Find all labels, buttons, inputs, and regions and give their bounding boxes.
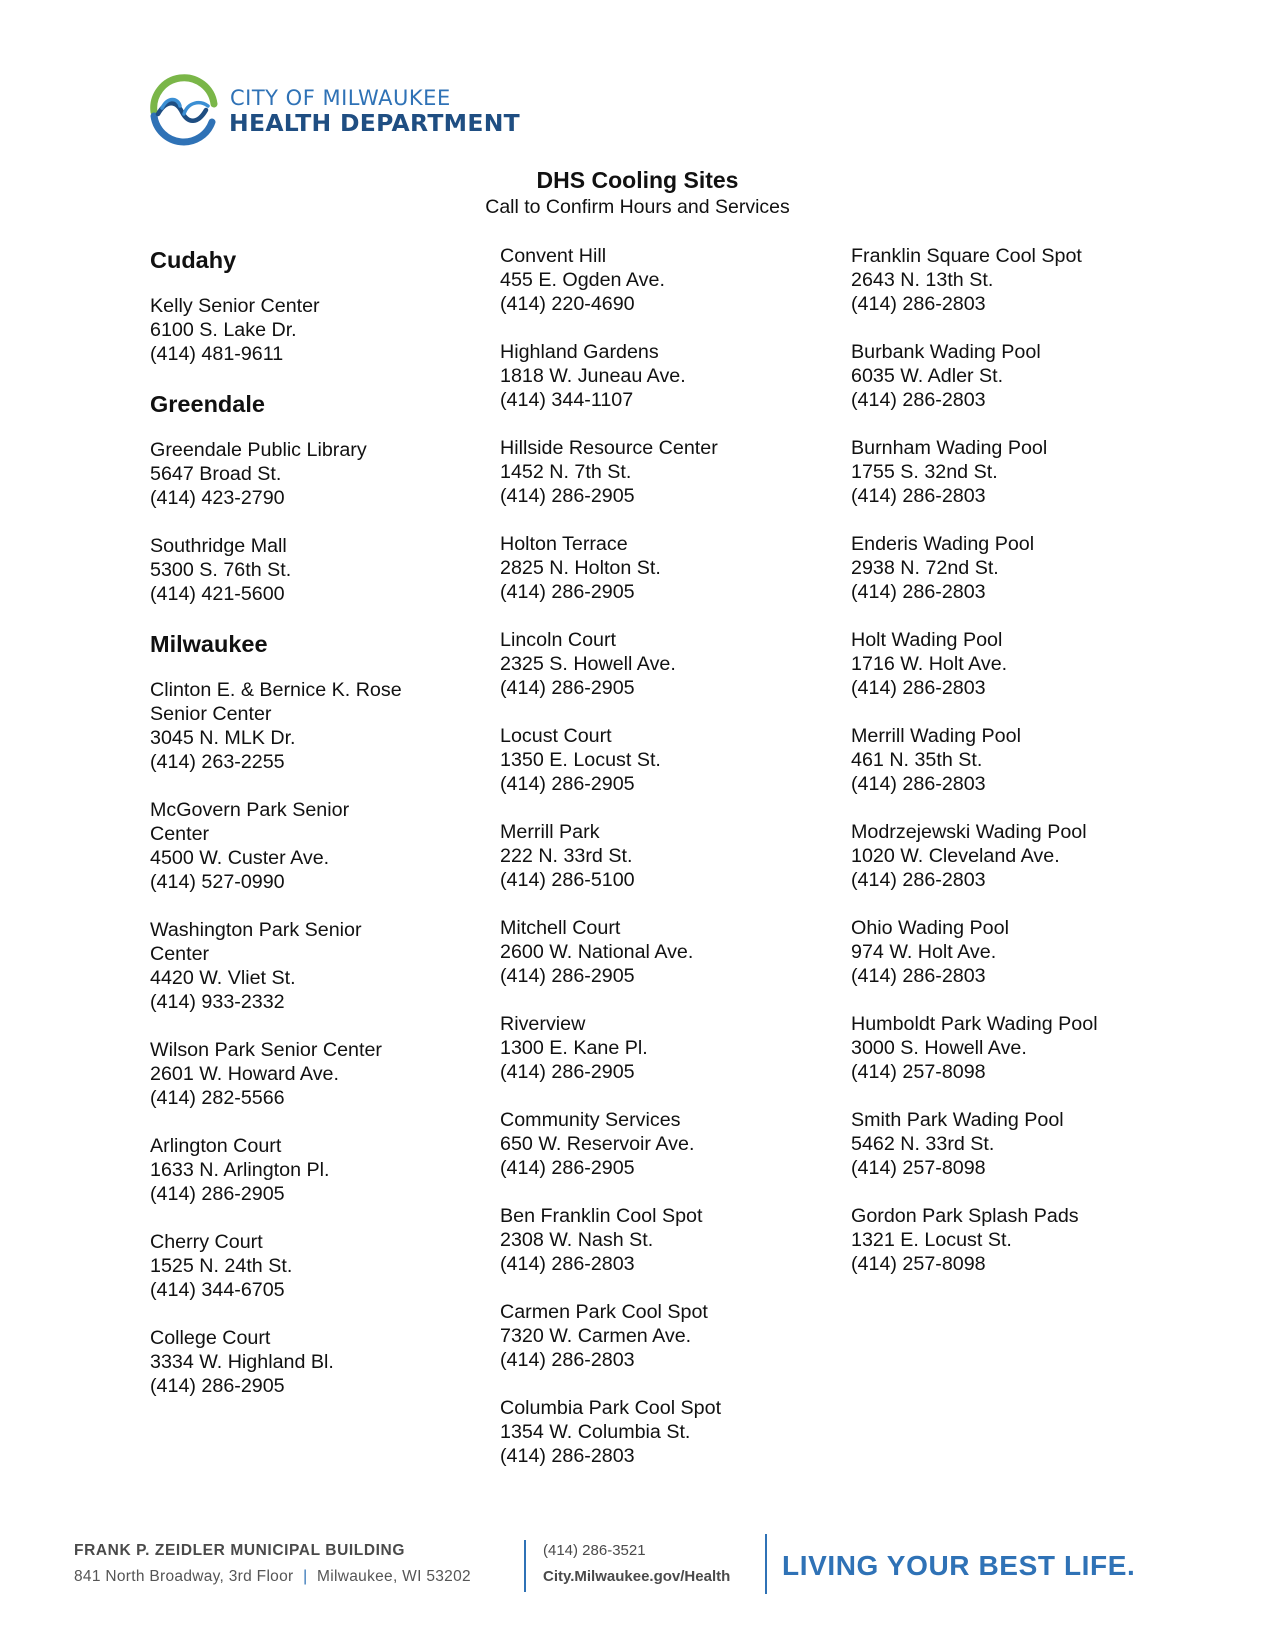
site-address: 5647 Broad St. <box>150 463 282 485</box>
site-address: 222 N. 33rd St. <box>500 845 633 867</box>
site-name: Holt Wading Pool <box>851 629 1003 651</box>
site-name: Cherry Court <box>150 1231 263 1253</box>
site-phone: (414) 286-2905 <box>500 581 635 603</box>
site-phone: (414) 286-5100 <box>500 869 635 891</box>
site-entry <box>500 820 820 892</box>
site-address: 2600 W. National Ave. <box>500 941 694 963</box>
site-phone: (414) 286-2905 <box>500 1061 635 1083</box>
site-address: 1452 N. 7th St. <box>500 461 632 483</box>
page-footer <box>0 1528 1275 1598</box>
sites-column-middle <box>500 244 820 1492</box>
site-phone: (414) 286-2905 <box>500 485 635 507</box>
site-name: Community Services <box>500 1109 681 1131</box>
site-phone: (414) 286-2905 <box>500 965 635 987</box>
document-title: DHS Cooling Sites <box>536 167 739 193</box>
site-phone: (414) 257-8098 <box>851 1253 986 1275</box>
sites-column-right <box>851 244 1181 1300</box>
site-name: Modrzejewski Wading Pool <box>851 821 1087 843</box>
site-entry <box>851 436 1181 508</box>
site-phone: (414) 286-2803 <box>851 965 986 987</box>
footer-slogan: LIVING YOUR BEST LIFE. <box>782 1550 1136 1581</box>
site-entry <box>851 1012 1181 1084</box>
footer-website: City.Milwaukee.gov/Health <box>543 1568 731 1585</box>
site-address: 2325 S. Howell Ave. <box>500 653 676 675</box>
site-entry <box>150 678 420 774</box>
site-entry <box>150 294 450 366</box>
site-entry <box>851 532 1181 604</box>
site-entry <box>500 340 820 412</box>
site-address: 4420 W. Vliet St. <box>150 967 296 989</box>
site-name: Gordon Park Splash Pads <box>851 1205 1079 1227</box>
site-entry <box>500 1204 820 1276</box>
site-name: Ohio Wading Pool <box>851 917 1009 939</box>
site-phone: (414) 257-8098 <box>851 1061 986 1083</box>
site-address: 461 N. 35th St. <box>851 749 983 771</box>
site-phone: (414) 286-2803 <box>851 773 986 795</box>
site-address: 1354 W. Columbia St. <box>500 1421 691 1443</box>
site-phone: (414) 933-2332 <box>150 991 285 1013</box>
site-phone: (414) 220-4690 <box>500 293 635 315</box>
site-address: 3045 N. MLK Dr. <box>150 727 296 749</box>
site-address: 6100 S. Lake Dr. <box>150 319 297 341</box>
site-phone: (414) 421-5600 <box>150 583 285 605</box>
site-name: Columbia Park Cool Spot <box>500 1397 722 1419</box>
site-name: Franklin Square Cool Spot <box>851 245 1082 267</box>
site-phone: (414) 286-2905 <box>150 1183 285 1205</box>
site-entry <box>851 820 1181 892</box>
site-address: 974 W. Holt Ave. <box>851 941 997 963</box>
region-heading-greendale: Greendale <box>150 391 265 417</box>
site-entry <box>851 724 1181 796</box>
site-name: Clinton E. & Bernice K. Rose Senior Center <box>150 679 402 725</box>
site-address: 1633 N. Arlington Pl. <box>150 1159 330 1181</box>
site-phone: (414) 286-2803 <box>851 485 986 507</box>
site-entry <box>150 1038 420 1110</box>
footer-city: Milwaukee, WI 53202 <box>317 1568 471 1585</box>
site-address: 455 E. Ogden Ave. <box>500 269 665 291</box>
site-name: Humboldt Park Wading Pool <box>851 1013 1098 1035</box>
site-name: Merrill Wading Pool <box>851 725 1021 747</box>
site-phone: (414) 263-2255 <box>150 751 285 773</box>
site-entry <box>500 532 820 604</box>
site-phone: (414) 344-6705 <box>150 1279 285 1301</box>
site-name: Enderis Wading Pool <box>851 533 1035 555</box>
site-name: Burbank Wading Pool <box>851 341 1041 363</box>
site-name: Ben Franklin Cool Spot <box>500 1205 703 1227</box>
site-phone: (414) 286-2803 <box>851 293 986 315</box>
site-entry <box>150 918 390 1014</box>
site-address: 6035 W. Adler St. <box>851 365 1004 387</box>
site-phone: (414) 286-2803 <box>500 1349 635 1371</box>
site-entry <box>150 438 450 510</box>
site-entry <box>500 244 820 316</box>
site-entry <box>150 798 370 894</box>
site-phone: (414) 286-2803 <box>500 1445 635 1467</box>
health-department-logo <box>148 74 528 146</box>
site-name: Wilson Park Senior Center <box>150 1039 382 1061</box>
site-name: Southridge Mall <box>150 535 287 557</box>
site-phone: (414) 423-2790 <box>150 487 285 509</box>
site-address: 1350 E. Locust St. <box>500 749 661 771</box>
site-name: College Court <box>150 1327 271 1349</box>
site-entry <box>150 1230 450 1302</box>
site-phone: (414) 257-8098 <box>851 1157 986 1179</box>
site-name: Holton Terrace <box>500 533 628 555</box>
site-name: Smith Park Wading Pool <box>851 1109 1064 1131</box>
footer-separator: | <box>303 1568 308 1585</box>
site-name: Highland Gardens <box>500 341 659 363</box>
site-address: 2825 N. Holton St. <box>500 557 661 579</box>
site-entry <box>500 1396 820 1468</box>
region-heading-cudahy: Cudahy <box>150 247 237 273</box>
site-phone: (414) 286-2803 <box>851 389 986 411</box>
footer-building-name: FRANK P. ZEIDLER MUNICIPAL BUILDING <box>74 1542 406 1559</box>
site-phone: (414) 286-2905 <box>500 1157 635 1179</box>
site-address: 1321 E. Locust St. <box>851 1229 1012 1251</box>
site-name: Burnham Wading Pool <box>851 437 1048 459</box>
site-address: 1300 E. Kane Pl. <box>500 1037 648 1059</box>
footer-street: 841 North Broadway, 3rd Floor <box>74 1568 294 1585</box>
site-entry <box>851 628 1181 700</box>
site-address: 2601 W. Howard Ave. <box>150 1063 339 1085</box>
site-address: 5300 S. 76th St. <box>150 559 292 581</box>
logo-department-text: HEALTH DEPARTMENT <box>229 109 520 137</box>
site-name: Merrill Park <box>500 821 600 843</box>
site-name: Riverview <box>500 1013 586 1035</box>
site-address: 1716 W. Holt Ave. <box>851 653 1008 675</box>
site-address: 2938 N. 72nd St. <box>851 557 999 579</box>
site-entry <box>150 534 450 606</box>
region-heading-milwaukee: Milwaukee <box>150 631 268 657</box>
site-entry <box>500 916 820 988</box>
site-name: Arlington Court <box>150 1135 282 1157</box>
site-entry <box>150 1134 450 1206</box>
site-phone: (414) 286-2905 <box>500 773 635 795</box>
site-name: Locust Court <box>500 725 612 747</box>
site-address: 3000 S. Howell Ave. <box>851 1037 1027 1059</box>
site-entry <box>500 1108 820 1180</box>
site-address: 1525 N. 24th St. <box>150 1255 293 1277</box>
site-entry <box>500 1012 820 1084</box>
site-entry <box>500 628 820 700</box>
site-address: 5462 N. 33rd St. <box>851 1133 995 1155</box>
site-name: Lincoln Court <box>500 629 617 651</box>
milwaukee-logo-icon <box>148 74 220 146</box>
site-address: 650 W. Reservoir Ave. <box>500 1133 695 1155</box>
site-entry <box>851 1204 1181 1276</box>
site-name: Kelly Senior Center <box>150 295 320 317</box>
site-name: Carmen Park Cool Spot <box>500 1301 708 1323</box>
site-name: Greendale Public Library <box>150 439 367 461</box>
site-address: 2308 W. Nash St. <box>500 1229 654 1251</box>
site-address: 4500 W. Custer Ave. <box>150 847 330 869</box>
site-address: 7320 W. Carmen Ave. <box>500 1325 692 1347</box>
site-address: 3334 W. Highland Bl. <box>150 1351 334 1373</box>
site-phone: (414) 344-1107 <box>500 389 634 411</box>
document-subtitle: Call to Confirm Hours and Services <box>485 196 790 218</box>
footer-address <box>74 1568 471 1586</box>
site-address: 1020 W. Cleveland Ave. <box>851 845 1060 867</box>
site-entry <box>851 916 1181 988</box>
site-name: Hillside Resource Center <box>500 437 718 459</box>
site-phone: (414) 286-2905 <box>150 1375 285 1397</box>
site-phone: (414) 286-2803 <box>851 869 986 891</box>
site-entry <box>500 436 820 508</box>
site-phone: (414) 286-2803 <box>500 1253 635 1275</box>
site-phone: (414) 286-2803 <box>851 677 986 699</box>
site-name: Mitchell Court <box>500 917 621 939</box>
footer-phone: (414) 286-3521 <box>543 1542 646 1559</box>
site-entry <box>500 724 820 796</box>
site-name: Washington Park Senior Center <box>150 919 362 965</box>
site-entry <box>851 1108 1181 1180</box>
site-phone: (414) 282-5566 <box>150 1087 285 1109</box>
site-name: Convent Hill <box>500 245 607 267</box>
site-address: 1755 S. 32nd St. <box>851 461 998 483</box>
site-address: 1818 W. Juneau Ave. <box>500 365 686 387</box>
site-phone: (414) 286-2905 <box>500 677 635 699</box>
site-entry <box>150 1326 450 1398</box>
logo-city-text: CITY OF MILWAUKEE <box>230 86 451 110</box>
site-entry <box>851 244 1181 316</box>
sites-column-left <box>150 246 450 1422</box>
site-phone: (414) 481-9611 <box>150 343 284 365</box>
footer-divider <box>765 1534 767 1594</box>
site-phone: (414) 527-0990 <box>150 871 285 893</box>
footer-divider <box>524 1540 526 1592</box>
site-entry <box>500 1300 820 1372</box>
site-entry <box>851 340 1181 412</box>
site-phone: (414) 286-2803 <box>851 581 986 603</box>
site-name: McGovern Park Senior Center <box>150 799 350 845</box>
site-address: 2643 N. 13th St. <box>851 269 994 291</box>
